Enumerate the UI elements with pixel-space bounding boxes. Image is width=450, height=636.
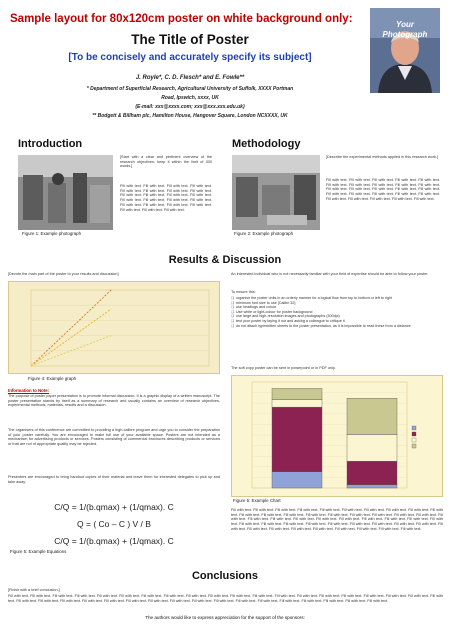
bar-segment [347, 434, 397, 461]
sponsors-note: The authors would like to express appreciation for the support of the sponsors: [145, 615, 305, 620]
methodology-figure-caption: Figure 2: Example photograph [234, 231, 294, 236]
conclusions-title: Conclusions [191, 570, 258, 582]
list-item: ❑ test your poster by laying it out and asking a colleague to critique it [231, 319, 443, 324]
introduction-bracket-text: [Start with a clear and pertinent overview of the research objectives; keep it within the limit of 300 words.] [120, 155, 212, 169]
list-item: ❑ organise the poster units in an orderly manner for a logical flow from top to bottom or left to right [231, 296, 443, 301]
introduction-title: Introduction [18, 138, 83, 150]
softcopy-note: The soft copy poster can be sent in powerpoint or in PDF only. [231, 366, 336, 370]
poster-title: The Title of Poster [131, 32, 249, 47]
example-graph [8, 281, 220, 374]
list-item: ❑ use large and high-resolution images and photographs (300dpi) [231, 314, 443, 319]
methodology-bracket-text: [Describe the experimental methods applied in this research work.] [326, 155, 439, 159]
bar-chart [232, 376, 444, 498]
introduction-figure-caption: Figure 1: Example photograph [22, 231, 82, 236]
equation-1: C/Q = 1/(b.qmax) + (1/qmax). C [54, 502, 174, 512]
plot-area [31, 290, 209, 366]
bar-segment [272, 472, 322, 488]
layout-label: Sample layout for 80x120cm poster on white background only: [10, 13, 353, 25]
affiliation-1-line-3: (E-mail: xxx@xxxx.com; xxx@xxx.xxx.edu.uk) [135, 104, 245, 110]
equation-3: C/Q = 1/(b.qmax) + (1/qmax). C [54, 536, 174, 546]
legend-swatch [412, 444, 416, 448]
results-right-body: Fill with text. Fill with text. Fill with text. Fill with text. Fill with text. Fill with text. Fill with text. Fill with text. Fill with text. Fill with text. Fill with text. Fill with text. Fill with text. Fill with text. Fill with text. Fill with text. Fill with text. Fill with text. Fill with text. Fill with text. Fill with text. Fill with text. Fill with text. Fill with text. Fill with text. Fill with text. Fill with text. Fill with text. Fill with text. Fill with text. Fill with text. Fill with text. Fill with text. Fill with text. Fill with text. Fill with text. Fill with text. Fill with text. Fill with text. Fill with text. Fill with text. Fill with text. Fill with text. Fill with text. Fill with text. Fill with text. Fill with text. [231, 508, 443, 531]
equations-caption: Figure 5: Example Equations [10, 549, 67, 554]
bar-segment [347, 461, 397, 485]
graph-caption: Figure 4: Example graph [28, 376, 77, 381]
poster-subtitle: [To be concisely and accurately specify its subject] [68, 52, 312, 63]
introduction-photograph [18, 155, 113, 230]
info-paragraph-2: The organisers of this conference are committed to providing a high-calibre program and urge you to consider the preparation of your poster carefully. You are encouraged to make full use of your available space. Posters are not intended as a mechanism for advertising products or services. Posters consisting of commercial brochures describing products or services or that are not of appropriate quality may be rejected. [8, 428, 220, 447]
bar-segment [272, 399, 322, 407]
line-chart [9, 282, 221, 375]
example-chart [231, 375, 443, 497]
chart-caption: Figure 6: Example Chart [233, 498, 281, 503]
legend-swatch [412, 426, 416, 430]
info-paragraph-3: Presenters are encouraged to bring handout copies of their material and leave them for interested delegates to pick up and take away. [8, 475, 220, 484]
list-item: ❑ use headings and colour [231, 305, 443, 310]
list-item: ❑ do not attach typewritten sheets to the poster presentation, as it is impossible to read these from a distance [231, 324, 443, 329]
list-item: ❑ minimum font size to use [Calibri 32] [231, 301, 443, 306]
photo-label-1: Your [396, 20, 414, 29]
methodology-body: Fill with text. Fill with text. Fill with text. Fill with text. Fill with text. Fill with text. Fill with text. Fill with text. Fill with text. Fill with text. Fill with text. Fill with text. Fill with text. Fill with text. Fill with text. Fill with text. Fill with text. Fill with text. Fill with text. Fill with text. Fill with text. Fill with text. Fill with text. Fill with text. Fill with text. [326, 178, 440, 201]
affiliation-1-line-2: Road, Ipswich, xxxx, UK [161, 95, 219, 101]
introduction-body: Fill with text. Fill with text. Fill with text. Fill with text. Fill with text. Fill with text. Fill with text. Fill with text. Fill with text. Fill with text. Fill with text. Fill with text. Fill with text. Fill with text. Fill with text. Fill with text. Fill with text. Fill with text. Fill with text. Fill with text. Fill with text. Fill with text. Fill with text. [120, 184, 212, 212]
methodology-title: Methodology [232, 138, 301, 150]
methodology-photograph [232, 155, 320, 230]
results-left-bracket: [Devote the main part of the poster to your results and discussion] [8, 272, 119, 276]
results-title: Results & Discussion [168, 254, 282, 266]
info-paragraph-1: The purpose of poster paper presentation is to promote informal discussion. It is a graphic display of a written manuscript. The poster presentation stands by itself as a summary of research and usually contains an overview of research objectives, experimental methods, materials, results and a discussion. [8, 394, 220, 408]
bar-segment [272, 407, 322, 472]
legend-swatch [412, 432, 416, 436]
experiment-photo-icon [232, 155, 320, 230]
ensure-list [231, 296, 443, 328]
conclusions-body: Fill with text. Fill with text. Fill with text. Fill with text. Fill with text. Fill with text. Fill with text. Fill with text. Fill with text. Fill with text. Fill with text. Fill with text. Fill with text. Fill with text. Fill with text. Fill with text. Fill with text. Fill with text. Fill with text. Fill with text. Fill with text. Fill with text. Fill with text. Fill with text. Fill with text. Fill with text. Fill with text. Fill with text. Fill with text. Fill with text. Fill with text. Fill with text. Fill with text. Fill with text. Fill with text. Fill with text. Fill with text. [8, 594, 443, 603]
info-title: Information to Note: [8, 388, 50, 393]
conclusions-bracket: [Finish with a brief conclusion.] [8, 588, 60, 592]
affiliation-2: ** Bodgett & Billham plc, Hamilton House, Hangover Square, London NCXXXX, UK [92, 113, 288, 119]
lab-photo-icon [18, 155, 113, 230]
authors: J. Royle*, C. D. Flesch* and E. Fowle** [135, 75, 245, 81]
results-right-intro: An interested individual who is not necessarily familiar with your field of expertise should be able to follow your poster. [231, 272, 429, 276]
photo-label-2: Photograph [382, 30, 428, 39]
ensure-label: To ensure this: [231, 290, 256, 294]
bar-segment [347, 485, 397, 488]
equation-2: Q = ( Co – C ) V / B [77, 519, 151, 529]
affiliation-1-line-1: * Department of Superficial Research, Agricultural University of Suffolk, XXXX Portman [86, 86, 294, 92]
bar-segment [272, 388, 322, 399]
author-photograph [370, 8, 440, 93]
list-item: ❑ Use white or light-colour for poster background [231, 310, 443, 315]
bar-segment [347, 398, 397, 434]
legend-swatch [412, 438, 416, 442]
